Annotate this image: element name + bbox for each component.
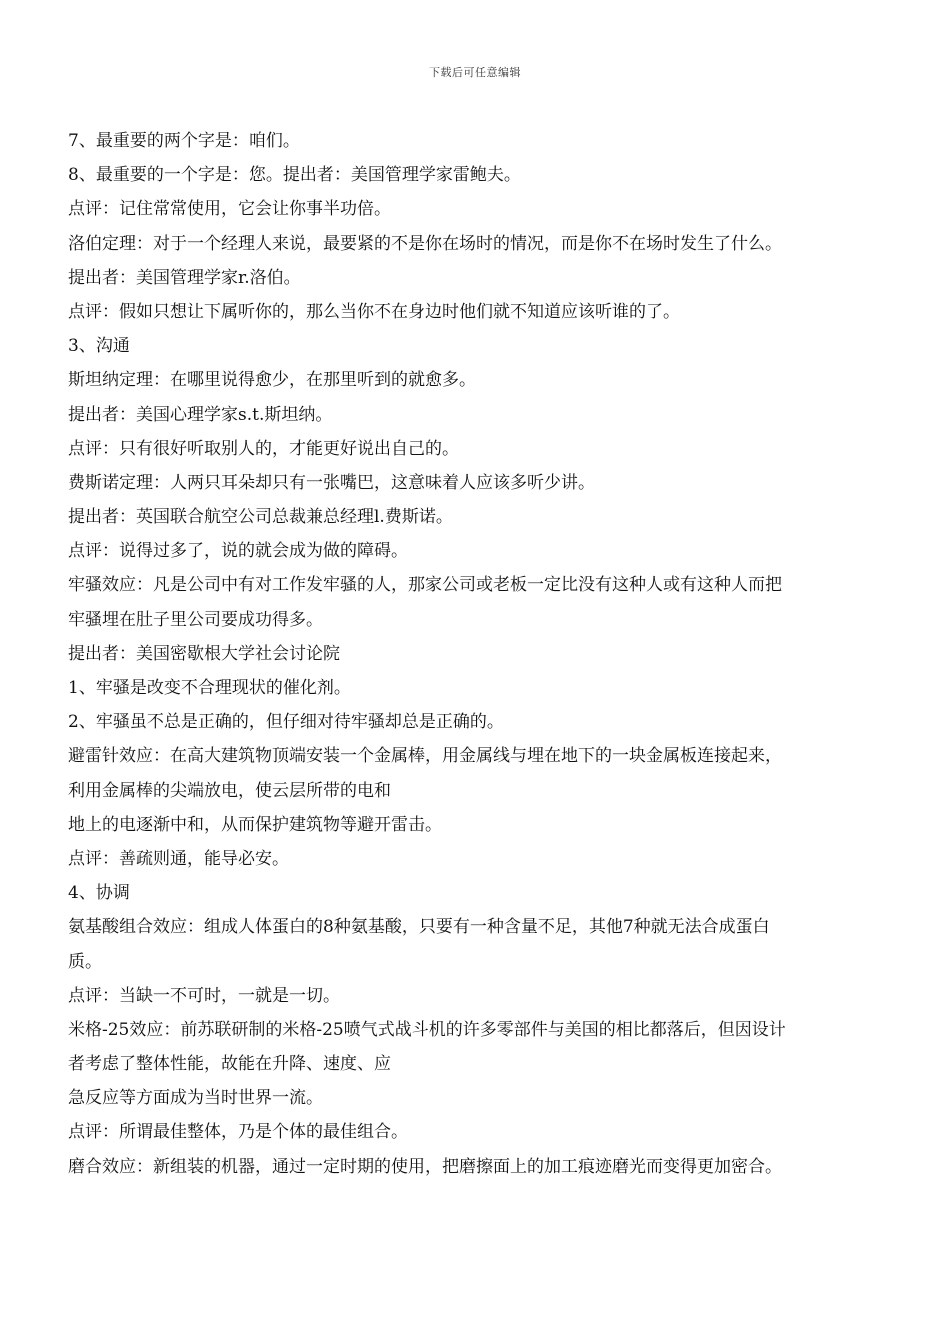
text-line: 牢骚埋在肚子里公司要成功得多。 — [68, 609, 323, 630]
text-line: 1、牢骚是改变不合理现状的催化剂。 — [68, 678, 351, 698]
document-body — [68, 124, 888, 1184]
text-line: 地上的电逐渐中和，从而保护建筑物等避开雷击。 — [68, 814, 442, 835]
text-line: 牢骚效应：凡是公司中有对工作发牢骚的人，那家公司或老板一定比没有这种人或有这种人而把 — [68, 575, 782, 596]
text-line: 提出者：美国心理学家s.t.斯坦纳。 — [68, 404, 333, 425]
text-line: 2、牢骚虽不总是正确的，但仔细对待牢骚却总是正确的。 — [68, 712, 504, 733]
text-line: 点评：善疏则通，能导必安。 — [68, 848, 289, 869]
text-line: 点评：说得过多了，说的就会成为做的障碍。 — [68, 541, 408, 562]
section-heading: 4、协调 — [68, 883, 130, 904]
text-line: 点评：记住常常使用，它会让你事半功倍。 — [68, 199, 391, 220]
text-line: 点评：当缺一不可时，一就是一切。 — [68, 985, 340, 1006]
section-heading: 3、沟通 — [68, 336, 130, 357]
text-line: 洛伯定理：对于一个经理人来说，最要紧的不是你在场时的情况，而是你不在场时发生了什么。 — [68, 233, 782, 254]
text-line: 点评：假如只想让下属听你的，那么当你不在身边时他们就不知道应该听谁的了。 — [68, 301, 680, 322]
text-line: 米格-25效应：前苏联研制的米格-25喷气式战斗机的许多零部件与美国的相比都落后，但因设计 — [68, 1019, 786, 1040]
text-line: 点评：只有很好听取别人的，才能更好说出自己的。 — [68, 438, 459, 459]
text-line: 费斯诺定理：人两只耳朵却只有一张嘴巴，这意味着人应该多听少讲。 — [68, 472, 595, 493]
text-line: 避雷针效应：在高大建筑物顶端安装一个金属棒，用金属线与埋在地下的一块金属板连接起来， — [68, 746, 782, 767]
text-line: 氨基酸组合效应：组成人体蛋白的8种氨基酸，只要有一种含量不足，其他7种就无法合成蛋白 — [68, 917, 770, 938]
text-line: 提出者：美国密歇根大学社会讨论院 — [68, 643, 340, 664]
text-line: 8、最重要的一个字是：您。提出者：美国管理学家雷鲍夫。 — [68, 165, 521, 186]
text-line: 利用金属棒的尖端放电，使云层所带的电和 — [68, 780, 391, 801]
page-header: 下载后可任意编辑 — [429, 66, 521, 79]
text-line: 者考虑了整体性能，故能在升降、速度、应 — [68, 1054, 391, 1075]
text-line: 点评：所谓最佳整体，乃是个体的最佳组合。 — [68, 1122, 408, 1143]
text-line: 提出者：英国联合航空公司总裁兼总经理l.费斯诺。 — [68, 507, 453, 528]
text-line: 斯坦纳定理：在哪里说得愈少，在那里听到的就愈多。 — [68, 370, 476, 391]
text-line: 磨合效应：新组装的机器，通过一定时期的使用，把磨擦面上的加工痕迹磨光而变得更加密合。 — [68, 1156, 782, 1177]
text-line: 提出者：美国管理学家r.洛伯。 — [68, 267, 301, 288]
text-line: 7、最重要的两个字是：咱们。 — [68, 131, 300, 151]
text-line: 质。 — [68, 951, 102, 972]
text-line: 急反应等方面成为当时世界一流。 — [68, 1088, 323, 1109]
